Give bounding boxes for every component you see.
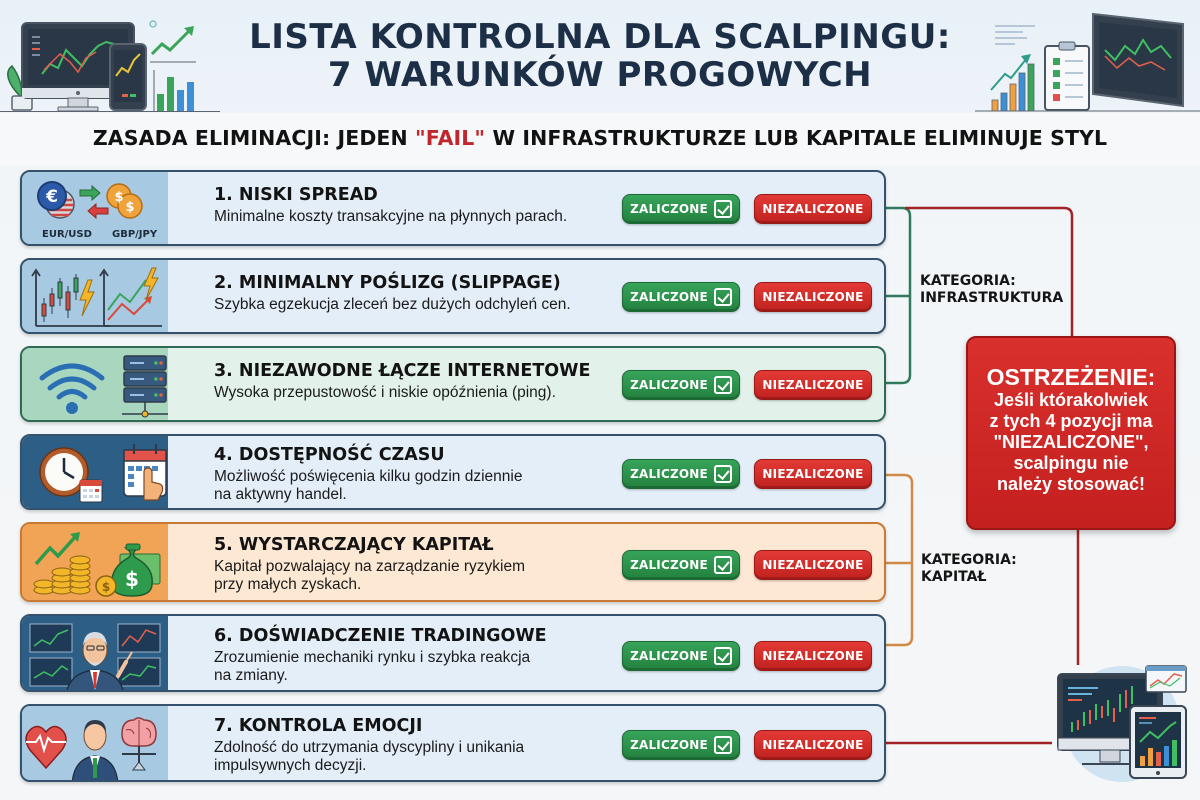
- warning-title: OSTRZEŻENIE:: [986, 364, 1156, 390]
- category-label-line2: KAPITAŁ: [921, 569, 987, 585]
- svg-text:$: $: [101, 580, 111, 594]
- checklist-item-4: [20, 434, 886, 510]
- item-description-cont: na aktywny handel.: [214, 486, 347, 503]
- item-title: 4. DOSTĘPNOŚĆ CZASU: [214, 445, 445, 465]
- pass-button[interactable]: [622, 730, 740, 760]
- checkbox-check-icon: [714, 556, 732, 574]
- pass-label: ZALICZONE: [630, 738, 708, 752]
- rule-fail-highlight: "FAIL": [415, 126, 486, 150]
- checkbox-check-icon: [714, 376, 732, 394]
- pass-button[interactable]: [622, 282, 740, 312]
- fail-label: NIEZALICZONE: [762, 467, 864, 481]
- clock-calendar-icon: [22, 436, 168, 508]
- checkbox-check-icon: [714, 647, 732, 665]
- pass-label: ZALICZONE: [630, 202, 708, 216]
- fail-button[interactable]: [754, 194, 872, 224]
- item-description: Kapitał pozwalający na zarządzanie ryzykiem: [214, 558, 526, 575]
- fail-button[interactable]: [754, 370, 872, 400]
- item-description-cont: na zmiany.: [214, 667, 288, 684]
- item-title: 5. WYSTARCZAJĄCY KAPITAŁ: [214, 535, 494, 555]
- heart-brain-balance-icon: [22, 706, 168, 780]
- pass-label: ZALICZONE: [630, 558, 708, 572]
- pair-label-gbpjpy: GBP/JPY: [112, 229, 158, 240]
- category-label-line1: KATEGORIA:: [921, 552, 1017, 568]
- title-line-2: 7 WARUNKÓW PROGOWYCH: [327, 55, 873, 95]
- fail-label: NIEZALICZONE: [762, 738, 864, 752]
- fail-button[interactable]: [754, 459, 872, 489]
- category-label-line2: INFRASTRUKTURA: [920, 290, 1064, 306]
- item-description: Możliwość poświęcenia kilku godzin dziennie: [214, 468, 523, 485]
- item-description: Wysoka przepustowość i niskie opóźnienia (ping).: [214, 384, 556, 401]
- item-description: Zdolność do utrzymania dyscypliny i unikania: [214, 739, 525, 756]
- fail-label: NIEZALICZONE: [762, 558, 864, 572]
- monitor-tablet-chart-illustration-icon: [1052, 660, 1192, 786]
- item-description: Minimalne koszty transakcyjne na płynnych parach.: [214, 208, 568, 225]
- fail-label: NIEZALICZONE: [762, 202, 864, 216]
- item-title: 7. KONTROLA EMOCJI: [214, 716, 423, 736]
- item-title: 1. NISKI SPREAD: [214, 185, 378, 205]
- checklist-item-1: [20, 170, 886, 246]
- category-label-line1: KATEGORIA:: [920, 273, 1016, 289]
- pass-label: ZALICZONE: [630, 378, 708, 392]
- checkbox-check-icon: [714, 465, 732, 483]
- pass-button[interactable]: [622, 459, 740, 489]
- rule-suffix: W INFRASTRUKTURZE LUB KAPITALE ELIMINUJE STYL: [485, 126, 1108, 150]
- candlestick-lightning-icon: [22, 260, 168, 332]
- fail-button[interactable]: [754, 730, 872, 760]
- fail-button[interactable]: [754, 550, 872, 580]
- checkbox-check-icon: [714, 288, 732, 306]
- checkbox-check-icon: [714, 200, 732, 218]
- item-description-cont: przy małych zyskach.: [214, 576, 362, 593]
- item-title: 6. DOŚWIADCZENIE TRADINGOWE: [214, 626, 547, 646]
- svg-text:€: €: [46, 187, 58, 207]
- wifi-server-icon: [22, 348, 168, 420]
- fail-label: NIEZALICZONE: [762, 290, 864, 304]
- checklist-item-3: [20, 346, 886, 422]
- currency-exchange-icon: [22, 172, 168, 244]
- category-capital-label: [921, 552, 1017, 586]
- svg-text:$: $: [125, 200, 135, 215]
- warning-line-4: scalpingu nie: [1013, 453, 1129, 473]
- fail-button[interactable]: [754, 641, 872, 671]
- title-line-1: LISTA KONTROLNA DLA SCALPINGU:: [249, 17, 951, 57]
- checkbox-check-icon: [714, 736, 732, 754]
- category-infrastructure-label: [920, 273, 1063, 307]
- pass-label: ZALICZONE: [630, 649, 708, 663]
- checklist-item-2: [20, 258, 886, 334]
- item-description-cont: impulsywnych decyzji.: [214, 757, 367, 774]
- infrastructure-bracket: [885, 208, 910, 383]
- item-description: Zrozumienie mechaniki rynku i szybka reakcja: [214, 649, 531, 666]
- fail-label: NIEZALICZONE: [762, 649, 864, 663]
- warning-box: [966, 336, 1176, 530]
- checklist-item-5: [20, 522, 886, 602]
- item-title: 3. NIEZAWODNE ŁĄCZE INTERNETOWE: [214, 361, 591, 381]
- item-description: Szybka egzekucja zleceń bez dużych odchyleń cen.: [214, 296, 571, 313]
- warning-line-3: "NIEZALICZONE",: [993, 432, 1149, 452]
- checklist-item-6: [20, 614, 886, 692]
- warning-line-1: Jeśli którakolwiek: [993, 390, 1149, 410]
- warning-line-2: z tych 4 pozycji ma: [989, 411, 1153, 431]
- pair-label-eurusd: EUR/USD: [42, 229, 92, 240]
- pass-label: ZALICZONE: [630, 290, 708, 304]
- warning-connector: [905, 208, 1072, 336]
- experienced-trader-icon: [22, 616, 168, 690]
- rule-prefix: ZASADA ELIMINACJI: JEDEN: [92, 126, 416, 150]
- pass-button[interactable]: [622, 370, 740, 400]
- fail-button[interactable]: [754, 282, 872, 312]
- fail-label: NIEZALICZONE: [762, 378, 864, 392]
- pass-button[interactable]: [622, 641, 740, 671]
- pass-button[interactable]: [622, 194, 740, 224]
- checklist-item-7: [20, 704, 886, 782]
- pass-button[interactable]: [622, 550, 740, 580]
- capital-bracket: [885, 475, 912, 645]
- item-title: 2. MINIMALNY POŚLIZG (SLIPPAGE): [214, 273, 561, 293]
- svg-text:$: $: [114, 190, 124, 205]
- svg-text:$: $: [125, 567, 139, 591]
- money-bag-coins-icon: [22, 524, 168, 600]
- pass-label: ZALICZONE: [630, 467, 708, 481]
- warning-line-5: należy stosować!: [996, 474, 1146, 494]
